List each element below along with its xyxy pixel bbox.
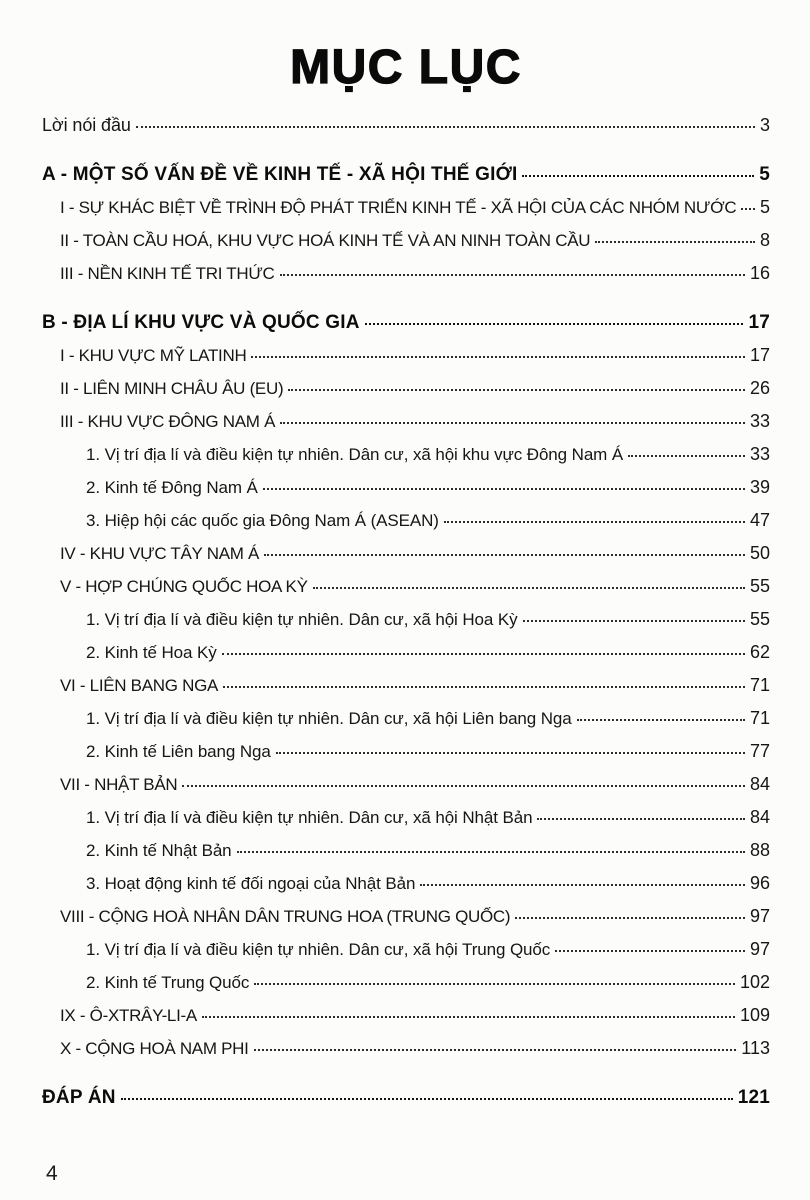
toc-entry-label: X - CỘNG HOÀ NAM PHI [60,1039,249,1058]
toc-entry-label: 3. Hoạt động kinh tế đối ngoại của Nhật Bản [86,874,416,893]
toc-entry-label: I - SỰ KHÁC BIỆT VỀ TRÌNH ĐỘ PHÁT TRIỂN KINH TẾ - XÃ HỘI CỦA CÁC NHÓM NƯỚC [60,198,737,217]
toc-entry [42,900,770,933]
toc-entry [42,257,770,290]
toc-dot-leader [365,323,744,325]
toc-entry-page: 17 [748,312,770,333]
toc-entry-page: 84 [749,807,770,827]
toc-entry-label: II - LIÊN MINH CHÂU ÂU (EU) [60,379,284,398]
toc-entry [42,768,770,801]
toc-entry-page: 39 [749,477,770,497]
toc-dot-leader [313,587,745,589]
toc-entry-label: III - KHU VỰC ĐÔNG NAM Á [60,412,276,431]
toc-entry-page: 3 [759,115,770,135]
toc-entry-page: 71 [749,708,770,728]
toc-entry-label: VI - LIÊN BANG NGA [60,676,219,695]
toc-dot-leader [121,1098,733,1100]
toc-entry-label: 2. Kinh tế Liên bang Nga [86,742,271,761]
toc-entry [42,735,770,768]
toc-entry [42,306,770,339]
toc-entry-label: 1. Vị trí địa lí và điều kiện tự nhiên. Dân cư, xã hội Liên bang Nga [86,709,572,728]
toc-dot-leader [288,389,745,391]
toc-dot-leader [237,851,745,853]
toc-dot-leader [254,1049,737,1051]
toc-entry [42,339,770,372]
toc-dot-leader [276,752,745,754]
toc-entry [42,966,770,999]
toc-entry [42,669,770,702]
toc-dot-leader [628,455,745,457]
toc-dot-leader [251,356,745,358]
toc-dot-leader [280,274,745,276]
toc-entry-label: IV - KHU VỰC TÂY NAM Á [60,544,260,563]
toc-entry-page: 97 [749,939,770,959]
toc-entry-page: 33 [749,444,770,464]
toc-entry-label: 2. Kinh tế Trung Quốc [86,973,250,992]
toc-dot-leader [264,554,745,556]
toc-entry [42,1081,770,1114]
toc-entry [42,504,770,537]
toc-entry-page: 84 [749,774,770,794]
toc-entry [42,570,770,603]
toc-entry-page: 17 [749,345,770,365]
toc-entry-label: ĐÁP ÁN [42,1087,116,1108]
toc-entry [42,224,770,257]
toc-dot-leader [420,884,745,886]
toc-entry-page: 26 [749,378,770,398]
toc-entry [42,158,770,191]
toc-dot-leader [280,422,745,424]
toc-entry-page: 33 [749,411,770,431]
toc-dot-leader [577,719,745,721]
toc-entry [42,636,770,669]
toc-entry-label: 1. Vị trí địa lí và điều kiện tự nhiên. Dân cư, xã hội Nhật Bản [86,808,533,827]
toc-dot-leader [222,653,745,655]
toc-entry [42,603,770,636]
toc-entry-label: 3. Hiệp hội các quốc gia Đông Nam Á (ASEAN) [86,511,439,530]
toc-entry-label: 2. Kinh tế Nhật Bản [86,841,232,860]
toc-entry [42,191,770,224]
toc-entry-label: 2. Kinh tế Hoa Kỳ [86,643,217,662]
toc-entry-label: IX - Ô-XTRÂY-LI-A [60,1006,197,1025]
toc-entry [42,933,770,966]
toc-entry-page: 113 [741,1038,770,1058]
toc-entry-page: 97 [749,906,770,926]
toc-dot-leader [515,917,745,919]
toc-entry-page: 47 [749,510,770,530]
toc-entry [42,405,770,438]
toc-entry-page: 102 [739,972,770,992]
toc-dot-leader [254,983,735,985]
toc-entry-label: VII - NHẬT BẢN [60,775,178,794]
toc-entry-page: 16 [749,263,770,283]
toc-entry-page: 88 [749,840,770,860]
toc-dot-leader [555,950,745,952]
toc-entry [42,471,770,504]
toc-entry-label: 1. Vị trí địa lí và điều kiện tự nhiên. Dân cư, xã hội khu vực Đông Nam Á [86,445,624,464]
toc-dot-leader [523,620,745,622]
toc-entry-page: 62 [749,642,770,662]
toc-entry-label: 1. Vị trí địa lí và điều kiện tự nhiên. Dân cư, xã hội Hoa Kỳ [86,610,518,629]
toc-entry [42,372,770,405]
toc-entry-page: 55 [749,609,770,629]
toc-dot-leader [136,126,755,128]
toc-entry [42,834,770,867]
toc-entry-page: 50 [749,543,770,563]
toc-dot-leader [444,521,745,523]
toc-entry [42,438,770,471]
toc-entry [42,109,770,142]
toc-entry [42,801,770,834]
toc-entry-page: 5 [759,197,770,217]
toc-entry-page: 5 [759,164,770,185]
toc-entry-label: B - ĐỊA LÍ KHU VỰC VÀ QUỐC GIA [42,312,360,333]
toc-entry [42,999,770,1032]
page-number: 4 [46,1162,58,1185]
toc-entry-label: III - NỀN KINH TẾ TRI THỨC [60,264,275,283]
toc-entry-label: Lời nói đầu [42,115,131,135]
toc-dot-leader [537,818,745,820]
toc-entry-page: 71 [749,675,770,695]
toc-entry [42,1032,770,1065]
toc-entry-label: I - KHU VỰC MỸ LATINH [60,346,247,365]
toc-entry-page: 121 [737,1087,770,1108]
toc-dot-leader [263,488,745,490]
toc-dot-leader [595,241,755,243]
toc-entry-page: 77 [749,741,770,761]
toc-entry-label: V - HỢP CHÚNG QUỐC HOA KỲ [60,577,308,596]
toc-list [42,109,770,1114]
toc-entry-label: VIII - CỘNG HOÀ NHÂN DÂN TRUNG HOA (TRUNG QUỐC) [60,907,511,926]
toc-dot-leader [182,785,745,787]
toc-entry-page: 109 [739,1005,770,1025]
toc-entry-label: A - MỘT SỐ VẤN ĐỀ VỀ KINH TẾ - XÃ HỘI THẾ GIỚI [42,164,518,185]
toc-dot-leader [741,208,755,210]
toc-dot-leader [202,1016,735,1018]
toc-entry [42,702,770,735]
toc-entry-page: 55 [749,576,770,596]
toc-entry-label: 2. Kinh tế Đông Nam Á [86,478,258,497]
toc-dot-leader [522,175,754,177]
toc-entry-label: 1. Vị trí địa lí và điều kiện tự nhiên. Dân cư, xã hội Trung Quốc [86,940,551,959]
page-title: MỤC LỤC [290,41,522,94]
toc-dot-leader [223,686,745,688]
toc-entry-label: II - TOÀN CẦU HOÁ, KHU VỰC HOÁ KINH TẾ VÀ AN NINH TOÀN CẦU [60,231,591,250]
toc-entry [42,867,770,900]
toc-entry-page: 8 [759,230,770,250]
toc-entry [42,537,770,570]
toc-entry-page: 96 [749,873,770,893]
